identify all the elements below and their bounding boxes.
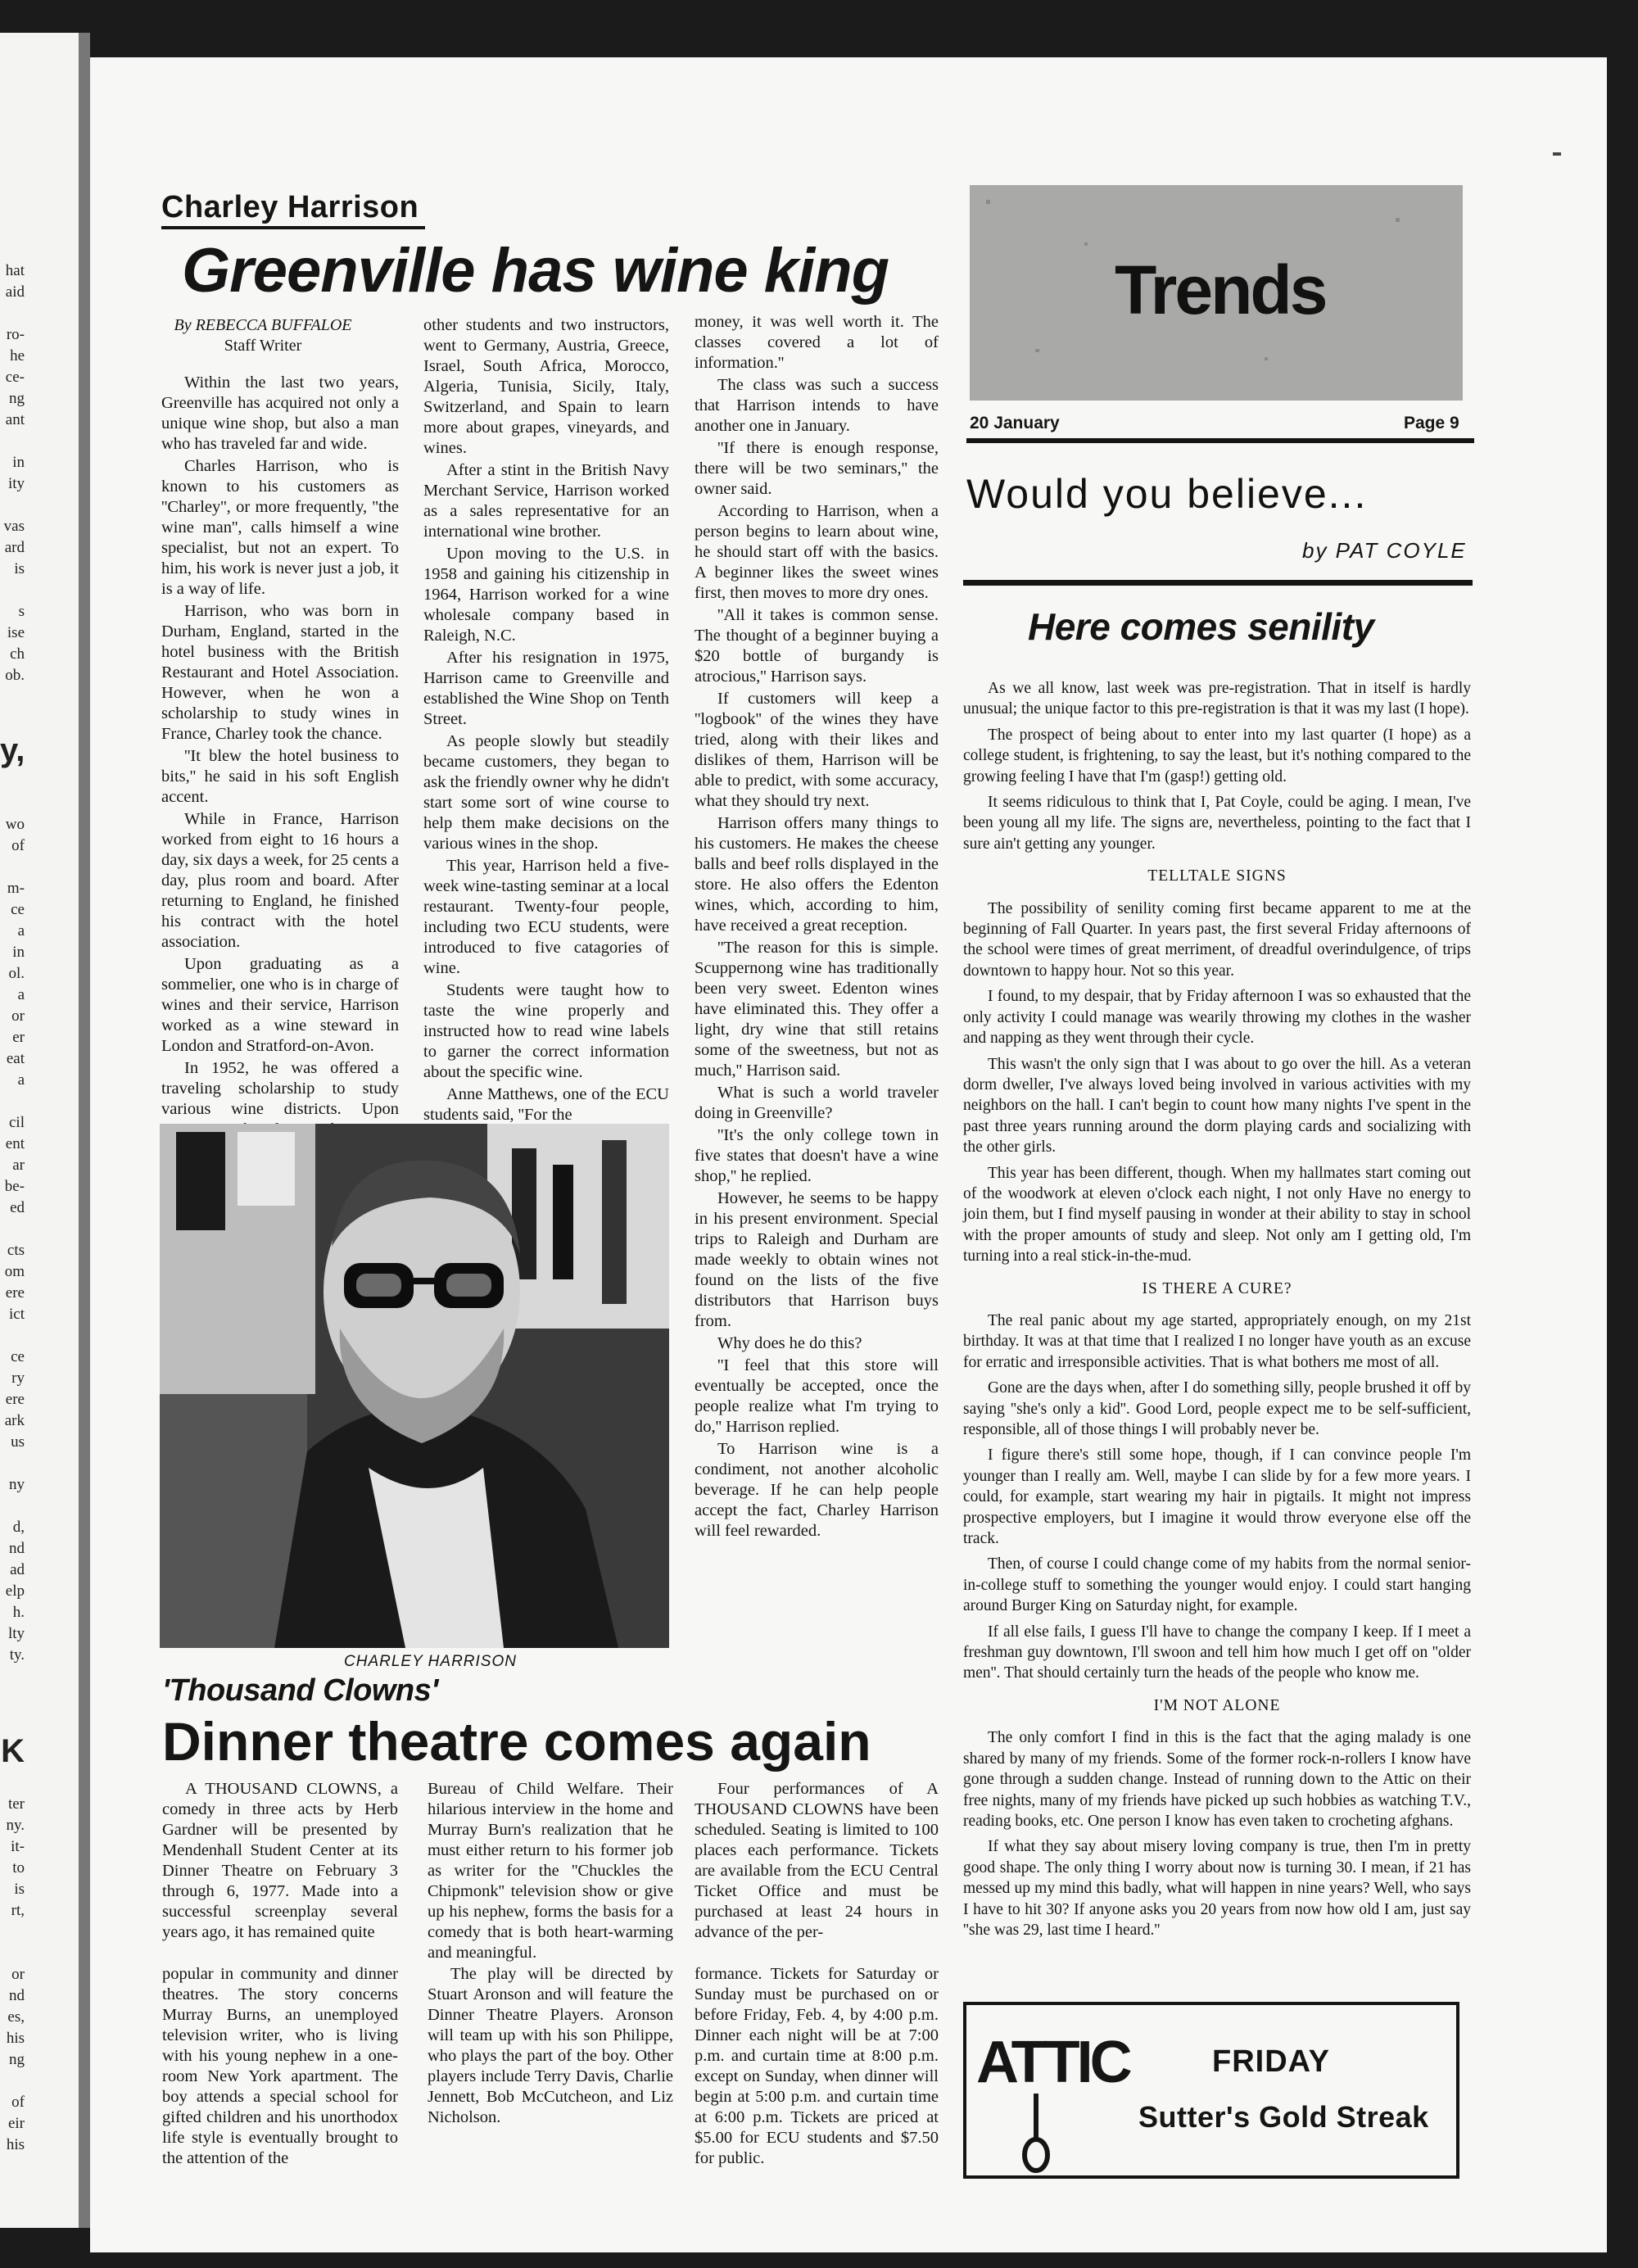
paragraph: The real panic about my age started, appropriately enough, on my 21st birthday. It was at that time that I realized I no longer have youth as an excuse for erratic and irresponsible activities. That is what bothers me most of all. xyxy=(963,1311,1471,1371)
text-fragment xyxy=(0,2071,25,2092)
previous-page-text-fragments xyxy=(0,260,25,2156)
text-fragment: in xyxy=(12,454,25,471)
text-fragment: m- xyxy=(7,880,25,897)
text-fragment: his xyxy=(6,2136,25,2153)
text-fragment: or xyxy=(11,1007,25,1025)
text-fragment: lty xyxy=(7,1625,25,1642)
paragraph: This wasn't the only sign that I was about to go over the hill. As a veteran dorm dweller, I've always loved being involved in various activities with my neighbors on the hall. I can't begin to count how many nights I've spent in the past three years running around the dorm playing cards and socializing with the other girls. xyxy=(963,1055,1471,1157)
text-fragment: rt, xyxy=(11,1902,25,1919)
text-fragment: his xyxy=(6,2030,25,2047)
paragraph: Upon graduating as a sommelier, one who is in charge of wines and their service, Harrison worked as a wine steward in London and Stratford-on-Avon. xyxy=(161,955,399,1055)
paragraph: What is such a world traveler doing in Greenville? xyxy=(695,1084,939,1122)
paragraph: The play will be directed by Stuart Aronson and will feature the Dinner Theatre Players. Aronson will team up with his son Philippe, who plays the part of the boy. Other players include Terry Davis, Charlie Jennett, Bob McCutcheon, and Liz Nicholson. xyxy=(428,1965,673,2126)
wine-article-column-2 xyxy=(423,315,669,1124)
column-title: Would you believe... xyxy=(966,471,1368,517)
paragraph: It seems ridiculous to think that I, Pat Coyle, could be aging. I mean, I've been young all my life. The signs are, nevertheless, pointing to the fact that I sure ain't getting any younger. xyxy=(963,794,1471,853)
text-fragment: y, xyxy=(0,732,25,768)
paragraph: As we all know, last week was pre-registration. That in itself is hardly unusual; the unique factor to this pre-registration is that it was my last (I hope). xyxy=(963,680,1471,718)
theatre-article-kicker: 'Thousand Clowns' xyxy=(162,1673,438,1708)
text-fragment: d, xyxy=(12,1519,25,1536)
text-fragment: hat xyxy=(5,262,25,279)
paragraph: To Harrison wine is a condiment, not another alcoholic beverage. If he can help people accept the fact, Charley Harrison will feel rewarded. xyxy=(695,1440,939,1540)
text-fragment: om xyxy=(4,1263,25,1280)
paragraph: After his resignation in 1975, Harrison came to Greenville and established the Wine Shop on Tenth Street. xyxy=(423,649,669,728)
paragraph: Within the last two years, Greenville has acquired not only a unique wine shop, but also a man who has traveled far and wide. xyxy=(161,373,399,453)
trends-title: Trends xyxy=(1115,251,1326,328)
paragraph: Then, of course I could change come of my habits from the normal senior-in-college stuff to something the younger would enjoy. I could start hanging around Burger King on Saturday night, for example. xyxy=(963,1555,1471,1615)
paragraph: Harrison, who was born in Durham, England, started in the hotel business with the British Restaurant and Hotel Association. However, when he won a scholarship to study wines in France, Charley took the chance. xyxy=(161,602,399,743)
paragraph: If what they say about misery loving company is true, then I'm in pretty good shape. The only thing I worry about now is turning 30. I mean, if 21 has messed up my mind this badly, what will happen in nine years? Well, who says I have to hit 30? If anyone asks you 20 years from now how old I am, just say ''she was 29, last time I heard.'' xyxy=(963,1838,1471,1939)
text-fragment xyxy=(0,793,25,814)
text-fragment xyxy=(0,1772,25,1794)
text-fragment: vas xyxy=(3,518,25,535)
text-fragment xyxy=(0,495,25,516)
text-fragment: K xyxy=(1,1733,25,1769)
text-fragment xyxy=(0,1091,25,1112)
text-fragment xyxy=(0,1687,25,1709)
text-fragment: ad xyxy=(10,1561,25,1578)
text-fragment xyxy=(0,686,25,708)
text-fragment: es, xyxy=(7,2008,25,2026)
photo-illustration xyxy=(160,1124,669,1648)
text-fragment: nd xyxy=(9,1540,25,1557)
paragraph: formance. Tickets for Saturday or Sunday must be purchased on or before Friday, Feb. 4, by 4:00 p.m. Dinner each night will be at 7:00 p.m. and curtain time at 8:00 p.m. except on Sunday, when dinner will begin at 5:00 p.m. and curtain time at 6:00 p.m. Tickets are priced at $5.00 for ECU students and $7.50 for public. xyxy=(695,1965,939,2167)
paragraph: Four performances of A THOUSAND CLOWNS have been scheduled. Seating is limited to 100 places each performance. Tickets are available from the ECU Central Ticket Office and must be purchased at least 24 hours in advance of the per- xyxy=(695,1780,939,1941)
text-fragment: of xyxy=(11,2094,25,2111)
text-fragment: ny. xyxy=(6,1817,25,1834)
wine-article-column-3 xyxy=(695,312,939,1649)
text-fragment: ter xyxy=(7,1795,25,1813)
text-fragment: ny xyxy=(9,1476,25,1493)
wine-article-headline: Greenville has wine king xyxy=(182,236,889,306)
paragraph: After a stint in the British Navy Merchant Service, Harrison worked as a sales representative for an international wine brother. xyxy=(423,461,669,541)
page-number: Page 9 xyxy=(1404,414,1459,432)
paragraph: popular in community and dinner theatres. The story concerns Murray Burns, an unemployed television writer, who is living with his young nephew in a one-room New York apartment. The boy attends a special school for gifted children and his unorthodox life style is eventually brought to the attention of the xyxy=(162,1965,398,2167)
paragraph: This year has been different, though. When my hallmates start coming out of the woodwork at eleven o'clock each night, I not only Have no energy to join them, but I find myself pausing in wonder at their ability to stay in school with the proper amounts of study and sleep. Not only am I getting old, I'm turning into a real stick-in-the-mud. xyxy=(963,1164,1471,1265)
theatre-column-3-top xyxy=(695,1779,939,1943)
text-fragment xyxy=(0,857,25,878)
paragraph: Students were taught how to taste the wine properly and instructed how to read wine labels to garner the correct information about the specific wine. xyxy=(423,981,669,1081)
text-fragment: ent xyxy=(5,1135,25,1152)
byline-title: Staff Writer xyxy=(224,337,302,355)
text-fragment: ant xyxy=(5,411,25,428)
paragraph: Why does he do this? xyxy=(717,1334,862,1352)
text-fragment xyxy=(0,1219,25,1240)
text-fragment: ng xyxy=(9,2051,25,2068)
paragraph: Harrison offers many things to his customers. He makes the cheese balls and beef rolls displayed in the store. He also offers the Edenton wines, which, according to him, have received a great reception. xyxy=(695,814,939,935)
text-fragment: elp xyxy=(5,1582,25,1600)
text-fragment: ict xyxy=(9,1306,25,1323)
column-subhead: I'M NOT ALONE xyxy=(1153,1696,1281,1714)
text-fragment xyxy=(0,1943,25,1964)
text-fragment: er xyxy=(12,1029,25,1046)
paragraph: I figure there's still some hope, though, if I can convince people I'm younger than I really am. Well, maybe I can slide by for a few more years. I could, for example, start wearing my hair in pigtails. It might not impress prospective employers, but I imagine it would throw everyone else off the track. xyxy=(963,1446,1471,1548)
paragraph: ''If there is enough response, there will be two seminars,'' the owner said. xyxy=(695,439,939,498)
paragraph: While in France, Harrison worked from eight to 16 hours a day, six days a week, for 25 cents a day, plus room and board. After returning to England, he finished his contract with the hotel association. xyxy=(161,810,399,951)
paragraph: I found, to my despair, that by Friday afternoon I was so exhausted that the only activity I could manage was wearily throwing my clothes in the washer and napping as they went through their cycle. xyxy=(963,988,1471,1048)
trends-section-banner xyxy=(970,185,1463,401)
text-fragment: ol. xyxy=(8,965,25,982)
theatre-article-headline: Dinner theatre comes again xyxy=(162,1711,871,1772)
column-subhead: IS THERE A CURE? xyxy=(1142,1279,1292,1297)
text-fragment: ard xyxy=(4,539,25,556)
paragraph: However, he seems to be happy in his present environment. Special trips to Raleigh and Durham are made weekly to obtain wines not found on the lists of the five distributors that Harrison buys from. xyxy=(695,1189,939,1330)
column-body xyxy=(963,678,1471,2007)
theatre-column-2-top xyxy=(428,1779,673,1962)
text-fragment: aid xyxy=(5,283,25,301)
text-fragment: of xyxy=(11,837,25,854)
column-author: by PAT COYLE xyxy=(1302,538,1467,563)
text-fragment xyxy=(0,1709,25,1730)
text-fragment: ce xyxy=(11,1348,25,1365)
text-fragment: ob. xyxy=(5,667,25,684)
text-fragment: ise xyxy=(7,624,25,641)
paragraph: The only comfort I find in this is the fact that the aging malady is one shared by many of my friends. Some of the former rock-n-rollers I know have gone through a sudden change. Instead of running down to the Attic on their free nights, many of my friends have picked up such hobbies as watching T.V., reading books, etc. One person I know has even taken to crocheting afghans. xyxy=(963,1729,1471,1830)
text-fragment: ere xyxy=(5,1284,25,1301)
paragraph: ''It's the only college town in five states that doesn't have a wine shop,'' he replied. xyxy=(695,1126,939,1185)
theatre-column-1-top xyxy=(162,1779,398,1943)
paragraph: ''The reason for this is simple. Scuppernong wine has traditionally been very sweet. Edenton wines have eliminated this. They offer a light, dry wine that still retains some of the sweetness, but not as much,'' Harrison said. xyxy=(695,939,939,1080)
theatre-column-2-bottom xyxy=(428,1964,673,2210)
paragraph: money, it was well worth it. The classes covered a lot of information.'' xyxy=(695,313,939,372)
attic-advertisement[interactable] xyxy=(963,2002,1459,2179)
text-fragment: a xyxy=(17,1071,25,1089)
theatre-column-1-bottom xyxy=(162,1964,398,2210)
text-fragment: ry xyxy=(11,1369,25,1387)
text-fragment xyxy=(0,708,25,729)
text-fragment: ed xyxy=(10,1199,25,1216)
page-gutter-shadow xyxy=(79,33,90,2228)
text-fragment: wo xyxy=(5,816,25,833)
text-fragment xyxy=(0,1496,25,1517)
text-fragment: nd xyxy=(9,1987,25,2004)
ad-band-name: Sutter's Gold Streak xyxy=(1138,2100,1429,2134)
paragraph: The prospect of being about to enter into my last quarter (I hope) as a college student, is frightening, to say the least, but it's nothing compared to the growing feeling I have that I'm (gasp!) getting old. xyxy=(963,726,1471,785)
kicker-underline xyxy=(161,226,425,229)
paragraph: According to Harrison, when a person begins to learn about wine, he should start off with the basics. A beginner likes the sweet wines first, then moves to more dry ones. xyxy=(695,502,939,602)
text-fragment: a xyxy=(17,922,25,939)
text-fragment: ro- xyxy=(6,326,25,343)
text-fragment: s xyxy=(18,603,25,620)
text-fragment: be- xyxy=(4,1178,25,1195)
text-fragment: is xyxy=(14,560,25,577)
paragraph: Anne Matthews, one of the ECU students said, ''For the xyxy=(423,1085,669,1124)
paragraph: In 1952, he was offered a traveling scholarship to study various wine districts. Upon xyxy=(161,1059,399,1118)
text-fragment xyxy=(0,1325,25,1347)
paragraph: This year, Harrison held a five-week wine-tasting seminar at a local restaurant. Twenty-four people, including two ECU students, were introduced to five catagories of wine. xyxy=(423,857,669,977)
wine-article-kicker: Charley Harrison xyxy=(161,190,419,224)
text-fragment: is xyxy=(14,1881,25,1898)
paragraph: If customers will keep a ''logbook'' of the wines they have tried, along with their likes and dislikes of them, Harrison will be able to predict, with some accuracy, what they should try next. xyxy=(695,690,939,810)
column-subhead: TELLTALE SIGNS xyxy=(1147,867,1287,885)
paragraph: ''I feel that this store will eventually be accepted, once the people realize what I'm trying to do,'' Harrison replied. xyxy=(695,1356,939,1436)
text-fragment: ark xyxy=(4,1412,25,1429)
text-fragment xyxy=(0,1453,25,1474)
text-fragment: to xyxy=(12,1859,25,1876)
text-fragment: cil xyxy=(9,1114,25,1131)
text-fragment: cts xyxy=(7,1242,25,1259)
issue-date: 20 January xyxy=(970,414,1060,432)
text-fragment: us xyxy=(11,1433,25,1451)
paragraph: ''All it takes is common sense. The thought of a beginner buying a $20 bottle of burgandy is atrocious,'' Harrison says. xyxy=(695,606,939,686)
text-fragment xyxy=(0,1666,25,1687)
text-fragment xyxy=(0,303,25,324)
paragraph: As people slowly but steadily became customers, they began to ask the friendly owner why he didn't start some sort of wine course to help them make decisions on the various wines in the shop. xyxy=(423,732,669,853)
wine-article-byline xyxy=(169,315,357,356)
text-fragment: h. xyxy=(12,1604,25,1621)
paragraph: Gone are the days when, after I do something silly, people brushed it off by saying ''she's only a kid''. Good Lord, people expect me to be self-sufficient, responsible, all of those things I will probably never be. xyxy=(963,1379,1471,1438)
ad-day: FRIDAY xyxy=(1212,2044,1330,2079)
attic-logo: ATTIC xyxy=(976,2030,1129,2095)
text-fragment: ce- xyxy=(5,369,25,386)
text-fragment: a xyxy=(17,986,25,1003)
paragraph: Charles Harrison, who is known to his customers as ''Charley'', or more frequently, ''the wine man'', calls himself a wine specialist, but not an expert. To him, his work is never just a job, it is a way of life. xyxy=(161,457,399,598)
text-fragment: eir xyxy=(7,2115,25,2132)
paragraph: Upon moving to the U.S. in 1958 and gaining his citizenship in 1964, Harrison worked for a wine wholesale company based in Raleigh, N.C. xyxy=(423,545,669,645)
wine-article-column-1 xyxy=(161,373,399,1118)
charley-harrison-photo xyxy=(160,1124,669,1648)
column-title-rule xyxy=(963,580,1473,586)
text-fragment xyxy=(0,772,25,793)
text-fragment: or xyxy=(11,1966,25,1983)
paragraph: The possibility of senility coming first became apparent to me at the beginning of Fall Quarter. In years past, the first several Friday afternoons of the school were times of great merriment, of dreadful overindulgence, of trips downtown to happy hour. Not so this year. xyxy=(963,899,1471,980)
text-fragment: eat xyxy=(6,1050,25,1067)
margin-mark xyxy=(1553,152,1561,156)
text-fragment: ity xyxy=(7,475,25,492)
paragraph: ''It blew the hotel business to bits,'' he said in his soft English accent. xyxy=(161,747,399,806)
text-fragment xyxy=(0,1922,25,1943)
paragraph: The class was such a success that Harrison intends to have another one in January. xyxy=(695,376,939,435)
theatre-column-3-bottom xyxy=(695,1964,939,2210)
noose-icon xyxy=(1016,2094,1057,2175)
paragraph: If all else fails, I guess I'll have to change the company I keep. If I meet a freshman guy downtown, I'll swoon and tell him how much I get off on ''older men''. That should certainly turn the heads of the people who know me. xyxy=(963,1623,1471,1682)
column-headline: Here comes senility xyxy=(1028,605,1374,648)
byline-name: By REBECCA BUFFALOE xyxy=(174,316,352,334)
text-fragment: it- xyxy=(11,1838,25,1855)
text-fragment: ar xyxy=(12,1157,25,1174)
text-fragment xyxy=(0,431,25,452)
text-fragment xyxy=(0,580,25,601)
paragraph: Bureau of Child Welfare. Their hilarious interview in the home and Murray Burn's realization that he must either return to his former job as writer for the ''Chuckles the Chipmonk'' television show or give up his nephew, forms the basis for a comedy that is both heart-warming and meaningful. xyxy=(428,1780,673,1962)
text-fragment: he xyxy=(10,347,25,364)
text-fragment: ch xyxy=(10,645,25,663)
paragraph: other students and two instructors, went to Germany, Austria, Greece, Israel, South Africa, Morocco, Algeria, Tunisia, Sicily, Italy, Switzerland, and Spain to learn more about grapes, vineyards, and wines. xyxy=(423,316,669,457)
text-fragment: ce xyxy=(11,901,25,918)
paragraph: A THOUSAND CLOWNS, a comedy in three acts by Herb Gardner will be presented by Mendenhall Student Center at its Dinner Theatre on February 3 through 6, 1977. Made into a successful screenplay several years ago, it has remained quite xyxy=(162,1780,398,1941)
photo-caption: CHARLEY HARRISON xyxy=(344,1653,517,1670)
text-fragment: ty. xyxy=(9,1646,25,1664)
text-fragment: in xyxy=(12,944,25,961)
header-rule xyxy=(966,438,1474,443)
text-fragment: ere xyxy=(5,1391,25,1408)
text-fragment: ng xyxy=(9,390,25,407)
